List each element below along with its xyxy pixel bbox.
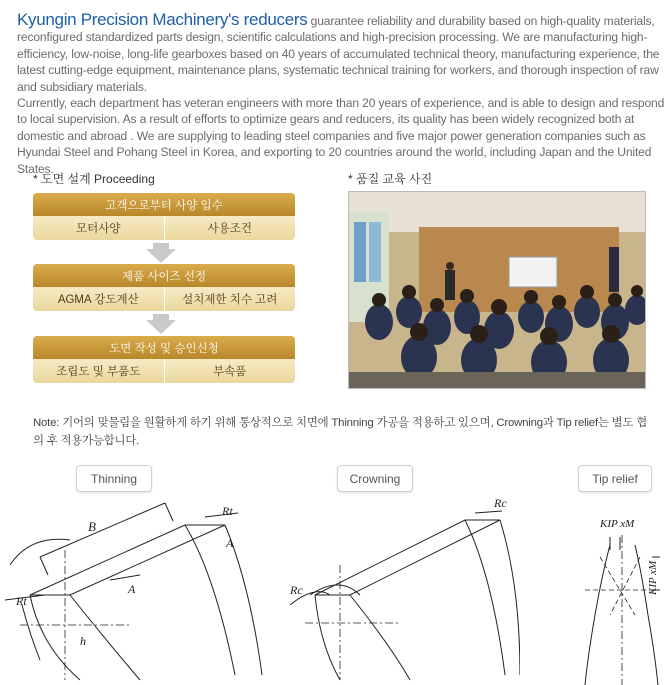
crowning-diagram [280, 495, 520, 685]
flow-step-1 [33, 193, 295, 240]
company-lead: Kyungin Precision Machinery's reducers [17, 10, 308, 29]
crowning-tag: Crowning [337, 465, 413, 492]
tip-relief-label-top: KIP xM [600, 518, 635, 530]
tip-relief-label-side: KIP xM [647, 560, 659, 595]
crowning-label-rc: Rc [290, 583, 303, 597]
thinning-label-rt-top: Rt [222, 504, 233, 518]
thinning-label-a: A [128, 582, 136, 596]
flow-step-3 [33, 336, 295, 383]
flow-step-item: 사용조건 [164, 216, 296, 240]
flow-step-item: 설치제한 치수 고려 [164, 287, 296, 311]
flow-arrow-icon [146, 314, 176, 334]
flow-step-item: 모터사양 [76, 223, 121, 235]
flow-step-item: 부속품 [164, 359, 296, 383]
flow-step-item: 조립도 및 부품도 [56, 366, 141, 378]
thinning-label-h: h [80, 634, 86, 648]
tip-relief-tag: Tip relief [578, 465, 652, 492]
quality-photo-label: * 품질 교육 사진 [348, 172, 433, 186]
thinning-label-a-top: A [226, 536, 234, 550]
intro-text-2: Currently, each department has veteran engineers with more than 20 years of experience, and is able to design and respond to local supervision. As a result of efforts to optimize gears and reducers, its quality has been widely recognized both at domestic and abroad . We are supplying to leading steel companies and five major power generation companies such as Hyundai Steel and Pohang Steel in Korea, and exporting to 20 countries around the world, including Japan and the United States. [17, 96, 665, 176]
thinning-label-b: B [88, 519, 96, 534]
quality-training-photo [348, 191, 646, 389]
intro-text: guarantee reliability and durability based on high-quality materials, reconfigured standardized parts design, scientific calculations and high-precision processing. We are manufacturing high-efficiency, low-noise, long-life gearboxes based on 40 years of accumulated technical theory, manufacturing experience, the latest cutting-edge equipment, maintenance plans, systematic technical training for workers, and thorough inspection of raw and subsidiary materials. [17, 14, 660, 94]
flow-arrow-icon [146, 243, 176, 263]
thinning-label-rt: Rt [16, 594, 27, 608]
flow-step-2 [33, 264, 295, 311]
flow-step-title: 도면 작성 및 승인신청 [33, 336, 295, 359]
thinning-tag: Thinning [76, 465, 152, 492]
crowning-label-rc-top: Rc [494, 496, 507, 510]
flow-step-item: AGMA 강도계산 [57, 294, 139, 306]
flow-step-title: 고객으로부터 사양 입수 [33, 193, 295, 216]
design-process-label: * 도면 설계 Proceeding [33, 172, 155, 186]
tip-relief-diagram [580, 515, 670, 685]
intro-paragraph [17, 12, 667, 177]
note-text: Note: 기어의 맞물림을 원활하게 하기 위해 통상적으로 치면에 Thinning 가공을 적용하고 있으며, Crowning과 Tip relief는 별도 협의 후 적용가능합니다. [33, 417, 648, 447]
flow-step-title: 제품 사이즈 선정 [33, 264, 295, 287]
thinning-diagram [0, 495, 270, 685]
